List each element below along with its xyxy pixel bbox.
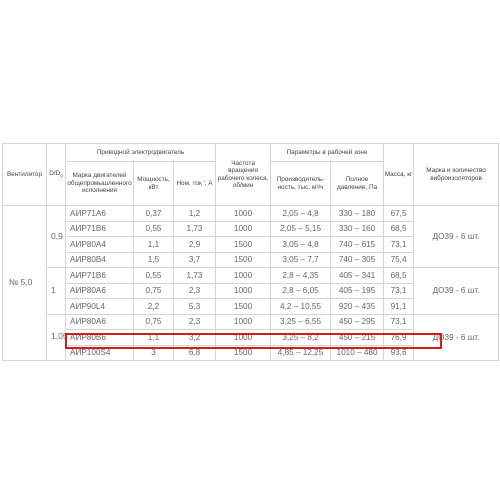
- mass-cell: 67,5: [384, 206, 414, 222]
- mass-cell: 91,1: [384, 299, 414, 315]
- motor-brand-cell: АИР71В6: [66, 221, 134, 237]
- speed-cell: 1500: [216, 299, 271, 315]
- pressure-cell: 450 – 215: [331, 330, 384, 346]
- capacity-cell: 2,8 – 4,35: [271, 268, 331, 284]
- header-motor-group: Приводной электродвигатель: [66, 144, 216, 162]
- mass-cell: 93,6: [384, 345, 414, 361]
- current-cell: 2,3: [174, 283, 216, 299]
- speed-cell: 1000: [216, 221, 271, 237]
- header-params-group: Параметры в рабочей зоне: [271, 144, 384, 162]
- pressure-cell: 330 – 180: [331, 206, 384, 222]
- motor-brand-cell: АИР80А4: [66, 237, 134, 253]
- header-mass: Масса, кг: [384, 144, 414, 206]
- motor-brand-cell: АИР71В6: [66, 268, 134, 284]
- table-row: [3, 314, 499, 330]
- capacity-cell: 4,85 – 12,25: [271, 345, 331, 361]
- power-cell: 2,2: [134, 299, 174, 315]
- power-cell: 1,5: [134, 252, 174, 268]
- power-cell: 1,1: [134, 237, 174, 253]
- motor-brand-cell: АИР71А6: [66, 206, 134, 222]
- pressure-cell: 1010 – 480: [331, 345, 384, 361]
- motor-brand-cell: АИР90L4: [66, 299, 134, 315]
- motor-brand-cell: АИР100S4: [66, 345, 134, 361]
- header-current: Ном. ток ', А: [174, 162, 216, 206]
- capacity-cell: 3,05 – 4,8: [271, 237, 331, 253]
- current-cell: 1,73: [174, 221, 216, 237]
- power-cell: 0,55: [134, 268, 174, 284]
- capacity-cell: 3,25 – 8,2: [271, 330, 331, 346]
- header-power: Мощность, кВт: [134, 162, 174, 206]
- pressure-cell: 740 – 615: [331, 237, 384, 253]
- ddo-cell: 1,05: [47, 314, 66, 361]
- vib-cell: ДО39 - 6 шт.: [414, 206, 499, 268]
- current-cell: 3,2: [174, 330, 216, 346]
- specs-table: [2, 143, 499, 361]
- motor-brand-cell: АИР80А6: [66, 314, 134, 330]
- power-cell: 0,37: [134, 206, 174, 222]
- motor-brand-cell: АИР80В6: [66, 330, 134, 346]
- power-cell: 1,1: [134, 330, 174, 346]
- current-cell: 2,9: [174, 237, 216, 253]
- header-capacity: Производитель-ность, тыс. м³/ч: [271, 162, 331, 206]
- mass-cell: 75,4: [384, 252, 414, 268]
- speed-cell: 1000: [216, 314, 271, 330]
- power-cell: 0,75: [134, 314, 174, 330]
- current-cell: 2,3: [174, 314, 216, 330]
- table-row: [3, 268, 499, 284]
- power-cell: 0,75: [134, 283, 174, 299]
- pressure-cell: 405 – 195: [331, 283, 384, 299]
- speed-cell: 1000: [216, 330, 271, 346]
- capacity-cell: 2,05 – 4,8: [271, 206, 331, 222]
- fan-cell: № 5,0: [3, 206, 47, 361]
- mass-cell: 73,1: [384, 314, 414, 330]
- current-cell: 1,2: [174, 206, 216, 222]
- pressure-cell: 740 – 305: [331, 252, 384, 268]
- header-vib: Марка и количество виброизоляторов: [414, 144, 499, 206]
- current-cell: 1,73: [174, 268, 216, 284]
- capacity-cell: 4,2 – 10,55: [271, 299, 331, 315]
- specs-table-container: [2, 143, 498, 361]
- header-fan: Вентилятор: [3, 144, 47, 206]
- current-cell: 5,3: [174, 299, 216, 315]
- speed-cell: 1500: [216, 252, 271, 268]
- mass-cell: 73,1: [384, 283, 414, 299]
- pressure-cell: 450 – 295: [331, 314, 384, 330]
- current-cell: 3,7: [174, 252, 216, 268]
- speed-cell: 1500: [216, 345, 271, 361]
- capacity-cell: 3,25 – 6,55: [271, 314, 331, 330]
- header-motor-brand: Марка двигателей общепромышленного исполнения: [66, 162, 134, 206]
- current-cell: 6,8: [174, 345, 216, 361]
- capacity-cell: 2,05 – 5,15: [271, 221, 331, 237]
- power-cell: 3: [134, 345, 174, 361]
- pressure-cell: 920 – 435: [331, 299, 384, 315]
- pressure-cell: 405 – 341: [331, 268, 384, 284]
- mass-cell: 68,5: [384, 268, 414, 284]
- speed-cell: 1000: [216, 268, 271, 284]
- mass-cell: 76,9: [384, 330, 414, 346]
- ddo-cell: 1: [47, 268, 66, 315]
- motor-brand-cell: АИР80В4: [66, 252, 134, 268]
- capacity-cell: 2,8 – 6,05: [271, 283, 331, 299]
- header-speed: Частота вращения рабочего колеса, об/мин: [216, 144, 271, 206]
- header-ddo: $D/D_0$: [47, 144, 66, 206]
- power-cell: 0,55: [134, 221, 174, 237]
- pressure-cell: 330 – 160: [331, 221, 384, 237]
- mass-cell: 68,5: [384, 221, 414, 237]
- speed-cell: 1500: [216, 237, 271, 253]
- ddo-cell: 0,9: [47, 206, 66, 268]
- motor-brand-cell: АИР80А6: [66, 283, 134, 299]
- vib-cell: ДО39 - 6 шт.: [414, 268, 499, 315]
- vib-cell: ДО39 - 6 шт.: [414, 314, 499, 361]
- mass-cell: 73,1: [384, 237, 414, 253]
- header-pressure: Полное давление, Па: [331, 162, 384, 206]
- table-row: [3, 206, 499, 222]
- capacity-cell: 3,05 – 7,7: [271, 252, 331, 268]
- speed-cell: 1000: [216, 283, 271, 299]
- speed-cell: 1000: [216, 206, 271, 222]
